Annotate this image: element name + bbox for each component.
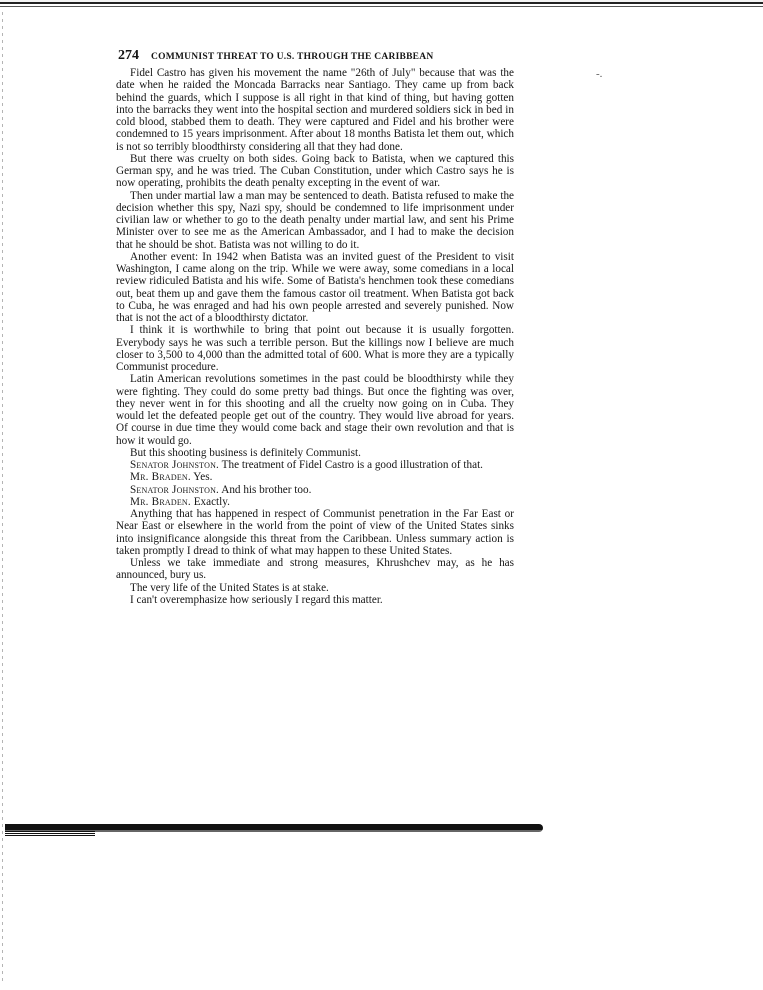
testimony-text: Exactly. bbox=[193, 495, 230, 508]
speaker-name: Senator Johnston. bbox=[130, 483, 220, 496]
paragraph-castro-26th-july: Fidel Castro has given his movement the name "26th of July" because that was the date when he raided the Moncada Barracks near Santiago. They came up from back behind the guards, which I suppose is all right in that kind of thing, but having gotten into the barracks they went into the hospital section and murdered soldiers sick in bed in cold blood, stabbed them to death. They were captured and Fidel and his brother were condemned to 15 years imprisonment. After about 18 months Batista let them out, which is not so terribly bloodthirsty considering all that they had done. bbox=[116, 67, 514, 153]
paragraph-another-event: Another event: In 1942 when Batista was an invited guest of the President to visit Washington, I came along on the trip. While we were away, some comedians in a local review ridiculed Batista and his wife. Some of Batista's henchmen took these comedians out, beat them up and gave them the famous castor oil treatment. When Batista got back to Cuba, he was enraged and had his own people arrested and severely punished. Now that is not the act of a bloodthirsty dictator. bbox=[116, 250, 514, 324]
running-head: COMMUNIST THREAT TO U.S. THROUGH THE CARIBBEAN bbox=[151, 52, 434, 62]
testimony-line bbox=[116, 484, 514, 496]
paragraph-worthwhile-point: I think it is worthwhile to bring that point out because it is usually forgotten. Everybody says he was such a terrible person. But the killings now I believe are much closer to 3,500 to 4,000 than the admitted total of 600. What is more they are a typically Communist procedure. bbox=[116, 324, 514, 373]
paragraph-caribbean-threat: Anything that has happened in respect of Communist penetration in the Far East or Near East or elsewhere in the world from the point of view of the United States sinks into insignificance alongside this threat from the Caribbean. Unless summary action is taken promptly I dread to think of what may happen to these United States. bbox=[116, 508, 514, 557]
margin-mark: -. bbox=[596, 68, 603, 80]
paragraph-immediate-measures: Unless we take immediate and strong measures, Khrushchev may, as he has announced, bury us. bbox=[116, 557, 514, 582]
paragraph-overemphasize: I can't overemphasize how seriously I regard this matter. bbox=[130, 593, 383, 606]
body-text bbox=[116, 67, 514, 606]
paragraph-latin-american-revolutions: Latin American revolutions sometimes in the past could be bloodthirsty while they were fighting. They could do some pretty bad things. But once the fighting was over, they never went in for this shooting and all the cruelty now going on in Cuba. They would let the defeated people get out of the country. They would live abroad for years. Of course in due time they would come back and stage their own revolution and that is how it would go. bbox=[116, 373, 514, 447]
page-bottom-rule-left bbox=[5, 829, 95, 837]
testimony-text: Yes. bbox=[193, 471, 213, 484]
speaker-name: Senator Johnston. bbox=[130, 459, 220, 471]
testimony-line bbox=[116, 459, 514, 471]
scan-top-edge bbox=[0, 0, 763, 10]
paragraph-shooting-business: But this shooting business is definitely Communist. bbox=[130, 446, 361, 459]
testimony-text: And his brother too. bbox=[221, 483, 312, 496]
paragraph-life-at-stake: The very life of the United States is at stake. bbox=[130, 581, 329, 594]
testimony-line bbox=[116, 471, 514, 483]
speaker-name: Mr. Braden. bbox=[130, 471, 191, 484]
scan-left-edge bbox=[2, 12, 3, 982]
paragraph-martial-law: Then under martial law a man may be sentenced to death. Batista refused to make the decision whether this spy, Nazi spy, should be condemned to life imprisonment under civilian law or whether to go to the death penalty under martial law, and sent his Prime Minister over to see me as the American Ambassador, and I had to make the decision that he should be shot. Batista was not willing to do it. bbox=[116, 189, 514, 251]
page-number: 274 bbox=[118, 48, 139, 63]
paragraph-cruelty-both-sides: But there was cruelty on both sides. Going back to Batista, when we captured this German spy, and he was tried. The Cuban Constitution, under which Castro says he is now operating, prohibits the death penalty excepting in the event of war. bbox=[116, 152, 514, 190]
page-header bbox=[118, 46, 518, 64]
testimony-line bbox=[116, 496, 514, 508]
speaker-name: Mr. Braden. bbox=[130, 495, 191, 508]
testimony-text: The treatment of Fidel Castro is a good illustration of that. bbox=[221, 459, 483, 471]
